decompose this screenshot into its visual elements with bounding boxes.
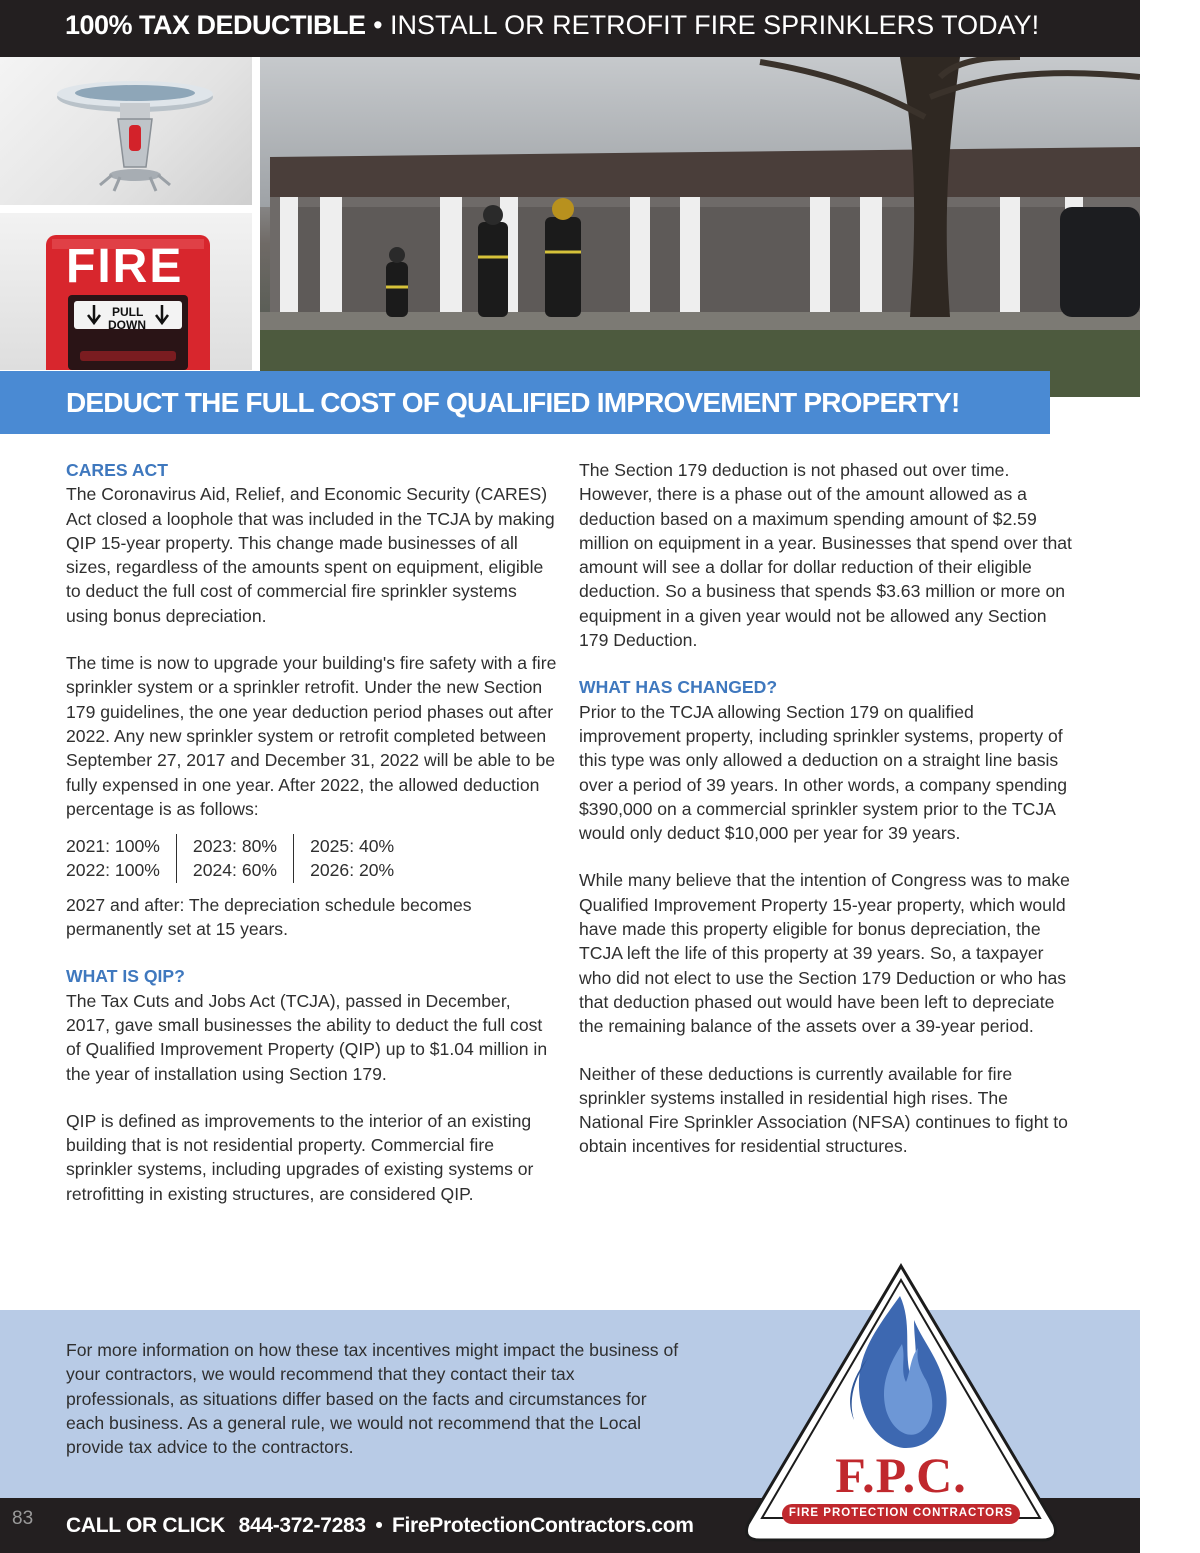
tax-advice-note: For more information on how these tax incentives might impact the business of your contractors, we would recommend that they contact their tax professionals, as situations differ based on the facts and circumstances for each business. As a general rule, we would not recommend that the Local provide tax advice to the contractors. bbox=[66, 1340, 679, 1458]
schedule-2022: 2022: 100% bbox=[66, 860, 160, 881]
schedule-2024: 2024: 60% bbox=[192, 860, 278, 881]
deduction-schedule bbox=[66, 834, 558, 883]
fire-alarm-pull-label: PULL bbox=[112, 305, 144, 319]
top-banner bbox=[0, 0, 1140, 57]
what-has-changed-paragraph: Prior to the TCJA allowing Section 179 on qualified improvement property, including sprinkler systems, property of this type was only allowed a deduction on a straight line basis over a period of 39 years. In other words, a company spending $390,000 on a commercial sprinkler system prior to the TCJA would only deduct $10,000 per year for 39 years. bbox=[579, 701, 1068, 844]
schedule-column-3 bbox=[293, 834, 410, 883]
cares-act-heading: CARES ACT bbox=[66, 460, 168, 480]
qip-paragraph-1: The Tax Cuts and Jobs Act (TCJA), passed in December, 2017, gave small businesses the ability to deduct the full cost of Qualified Improvement Property (QIP) up to $1.04 million in the year of installation using Section 179. bbox=[66, 990, 548, 1084]
call-or-click-label: CALL OR CLICK bbox=[66, 1514, 226, 1537]
schedule-2025: 2025: 40% bbox=[310, 836, 395, 857]
left-column bbox=[66, 458, 558, 1229]
phone-number[interactable]: 844-372-7283 bbox=[238, 1514, 366, 1537]
fire-alarm-down-label: DOWN bbox=[108, 318, 146, 332]
sprinkler-head-photo bbox=[0, 57, 252, 205]
residential-paragraph: Neither of these deductions is currently available for fire sprinkler systems installed in residential high rises. The National Fire Sprinkler Association (NFSA) continues to fight to obtain incentives for residential structures. bbox=[579, 1063, 1068, 1157]
banner-text: INSTALL OR RETROFIT FIRE SPRINKLERS TODAY! bbox=[390, 10, 1040, 40]
fpc-letters: F.P.C. bbox=[835, 1447, 967, 1503]
fire-alarm-label: FIRE bbox=[66, 240, 184, 293]
page-number: 83 bbox=[12, 1508, 34, 1529]
headline-banner: DEDUCT THE FULL COST OF QUALIFIED IMPROVEMENT PROPERTY! bbox=[0, 371, 1050, 434]
cares-act-paragraph: The Coronavirus Aid, Relief, and Economic Security (CARES) Act closed a loophole that was included in the TCJA by making QIP 15-year property. This change made businesses of all sizes, regardless of the amounts spent on equipment, eligible to deduct the full cost of commercial fire sprinkler systems using bonus depreciation. bbox=[66, 484, 555, 626]
website-link[interactable]: FireProtectionContractors.com bbox=[391, 1514, 694, 1537]
schedule-column-1 bbox=[66, 834, 176, 883]
section-179-paragraph: The Section 179 deduction is not phased out over time. However, there is a phase out of the amount allowed as a deduction based on a maximum spending amount of $2.59 million on equipment in a year. Businesses that spend over that amount will see a dollar for dollar reduction of their eligible deduction. So a business that spends $3.63 million or more on equipment in a given year would not be allowed any Section 179 Deduction. bbox=[579, 460, 1072, 651]
burned-storefront-photo bbox=[260, 57, 1140, 397]
sprinkler-head-icon bbox=[0, 57, 252, 205]
footer-bullet: • bbox=[375, 1514, 383, 1537]
banner-separator: • bbox=[365, 10, 391, 40]
footer-cta bbox=[66, 1514, 694, 1538]
what-is-qip-heading: WHAT IS QIP? bbox=[66, 966, 185, 987]
after-2027-paragraph: 2027 and after: The depreciation schedule becomes permanently set at 15 years. bbox=[66, 894, 472, 940]
banner-bold-text: 100% TAX DEDUCTIBLE bbox=[65, 10, 366, 40]
schedule-column-2 bbox=[176, 834, 293, 883]
qip-paragraph-2: QIP is defined as improvements to the interior of an existing building that is not residential property. Commercial fire sprinkler systems, including upgrades of existing systems or retrofitting in existing structures, are considered QIP. bbox=[66, 1110, 534, 1204]
congress-intention-paragraph: While many believe that the intention of Congress was to make Qualified Improvement Property 15-year property, which would have made this property eligible for bonus depreciation, the TCJA left the life of this property at 39 years. So, a taxpayer who did not elect to use the Section 179 Deduction or who has that deduction phased out would have been left to depreciate the remaining balance of the assets over a 39-year period. bbox=[579, 870, 1070, 1037]
fire-alarm-photo bbox=[0, 213, 252, 370]
fpc-logo bbox=[742, 1262, 1060, 1544]
firefighters-scene-icon bbox=[260, 57, 1140, 397]
schedule-2023: 2023: 80% bbox=[192, 836, 278, 857]
what-has-changed-heading: WHAT HAS CHANGED? bbox=[579, 677, 778, 698]
fpc-tagline: FIRE PROTECTION CONTRACTORS bbox=[788, 1507, 1014, 1519]
schedule-2026: 2026: 20% bbox=[310, 860, 395, 881]
right-column bbox=[579, 458, 1074, 1182]
schedule-2021: 2021: 100% bbox=[66, 836, 160, 857]
time-now-paragraph: The time is now to upgrade your building's fire safety with a fire sprinkler system or a sprinkler retrofit. Under the new Section 179 guidelines, the one year deduction period phases out after 2022. Any new sprinkler system or retrofit completed between September 27, 2017 and December 31, 2022 will be able to be fully expensed in one year. After 2022, the allowed deduction percentage is as follows: bbox=[66, 653, 557, 819]
